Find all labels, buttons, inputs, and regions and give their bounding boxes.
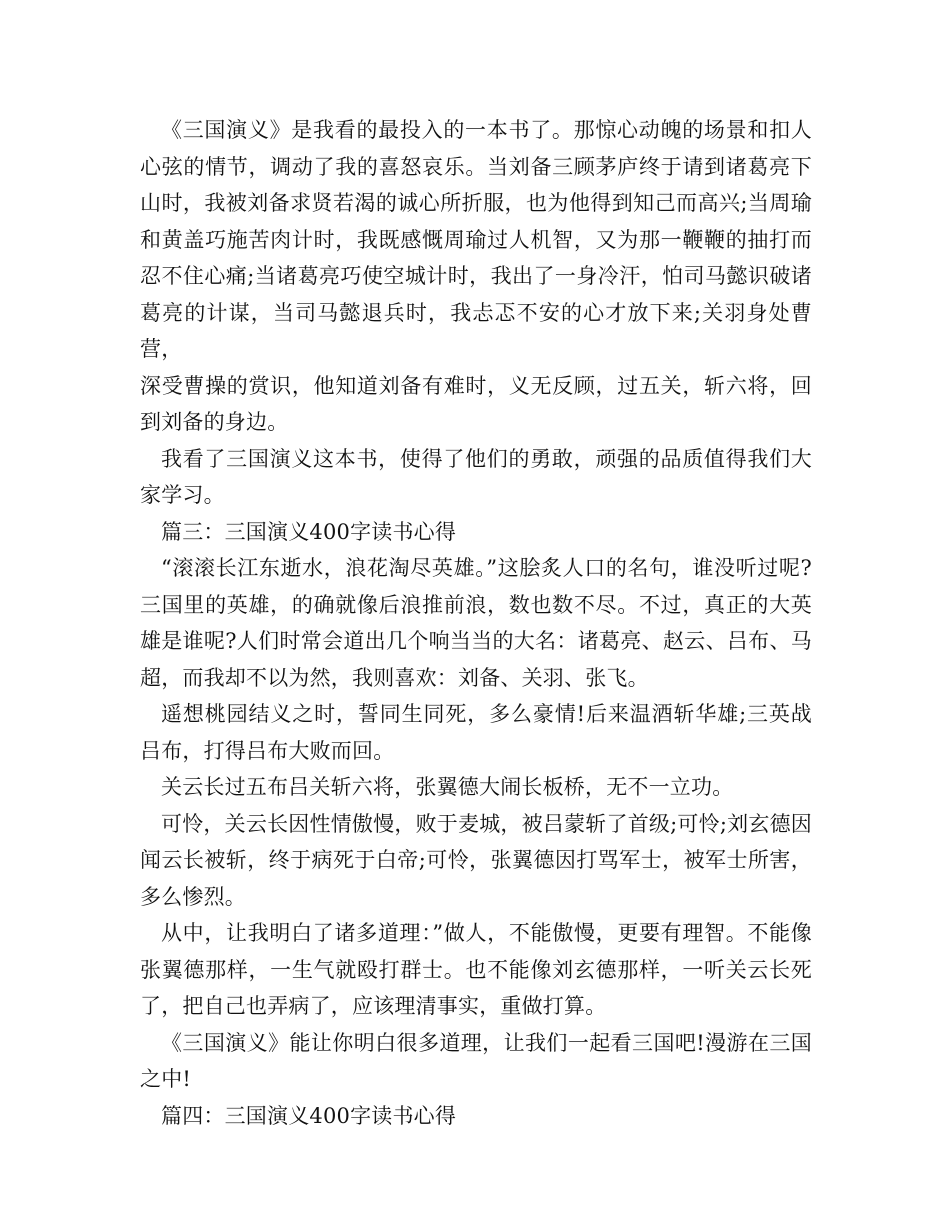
paragraph: 关云长过五布吕关斩六将，张翼德大闹长板桥，无不一立功。 <box>161 775 734 799</box>
paragraph: 《三国演义》是我看的最投入的一本书了。那惊心动魄的场景和扣人心弦的情节，调动了我的喜怒哀乐。当刘备三顾茅庐终于请到诸葛亮下山时，我被刘备求贤若渴的诚心所折服，也为他得到知己而高兴;当周瑜和黄盖巧施苦肉计时，我既感慨周瑜过人机智，又为那一鞭鞭的抽打而忍不住心痛;当诸葛亮巧使空城计时，我出了一身冷汗，怕司马懿识破诸葛亮的计谋，当司马懿退兵时，我忐忑不安的心才放下来;关羽身处曹营， <box>140 118 812 361</box>
paragraph: 可怜，关云长因性情傲慢，败于麦城，被吕蒙斩了首级;可怜;刘玄德因闻云长被斩，终于病死于白帝;可怜，张翼德因打骂军士，被军士所害，多么惨烈。 <box>140 811 812 909</box>
paragraph: 深受曹操的赏识，他知道刘备有难时，义无反顾，过五关，斩六将，回到刘备的身边。 <box>140 373 812 434</box>
paragraph: 我看了三国演义这本书，使得了他们的勇敢，顽强的品质值得我们大家学习。 <box>140 446 812 507</box>
paragraph: 遥想桃园结义之时，誓同生同死，多么豪情!后来温酒斩华雄;三英战吕布，打得吕布大败而回。 <box>140 702 812 763</box>
paragraph: 从中，让我明白了诸多道理：”做人，不能傲慢，更要有理智。不能像张翼德那样，一生气就殴打群士。也不能像刘玄德那样，一听关云长死了，把自己也弄病了，应该理清事实，重做打算。 <box>140 921 812 1018</box>
paragraph: “滚滚长江东逝水，浪花淘尽英雄。”这脍炙人口的名句，谁没听过呢?三国里的英雄，的确就像后浪推前浪，数也数不尽。不过，真正的大英雄是谁呢?人们时常会道出几个响当当的大名：诸葛亮、赵云、吕布、马超，而我却不以为然，我则喜欢：刘备、关羽、张飞。 <box>140 556 812 690</box>
paragraph: 《三国演义》能让你明白很多道理，让我们一起看三国吧!漫游在三国之中! <box>140 1030 812 1091</box>
section-heading: 篇三：三国演义400字读书心得 <box>161 519 457 544</box>
document-page <box>140 112 812 1134</box>
section-heading: 篇四：三国演义400字读书心得 <box>161 1103 457 1128</box>
